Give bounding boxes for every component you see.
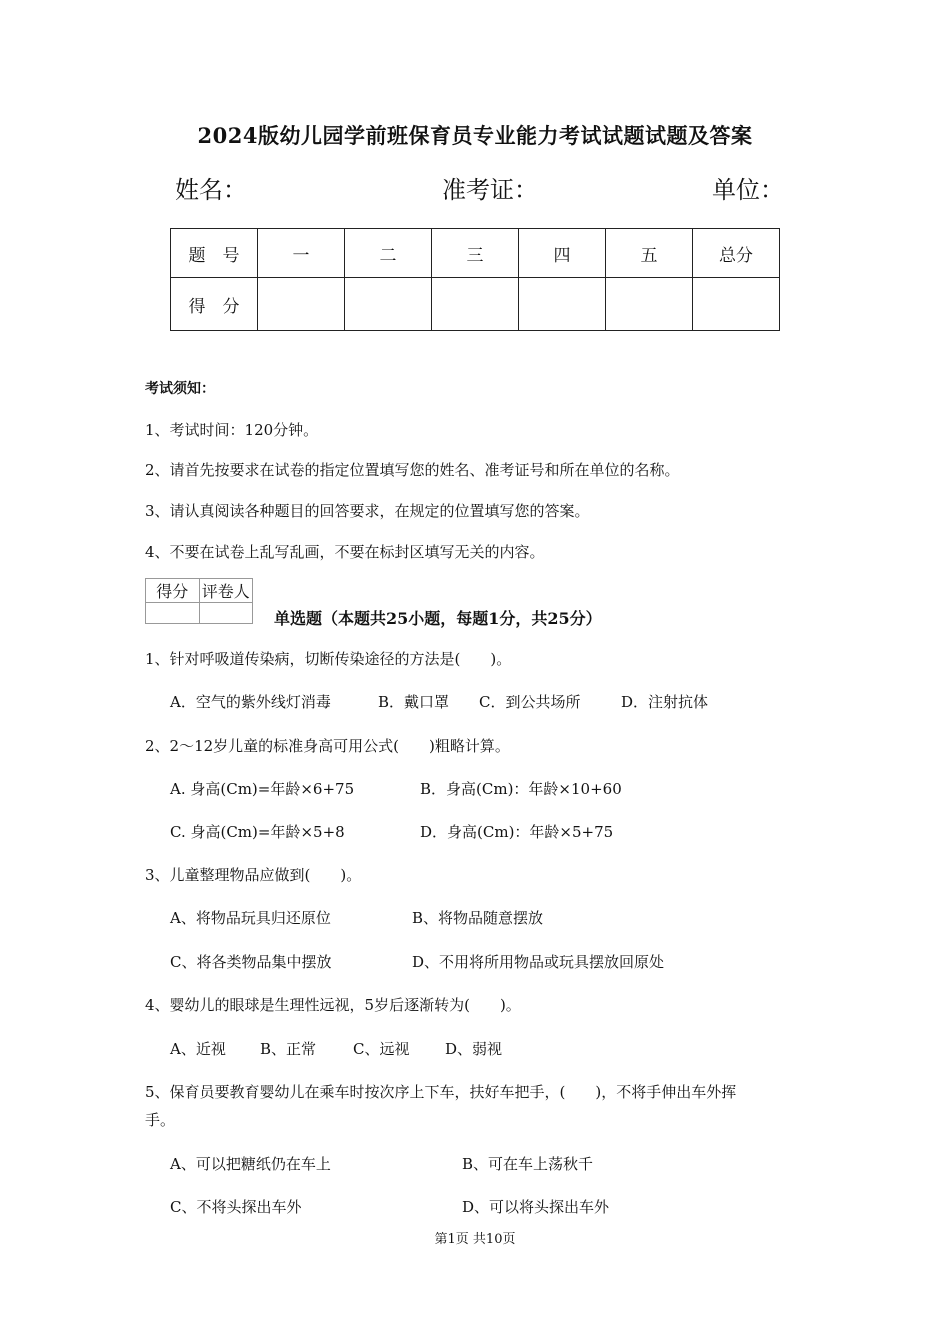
page-title: 2024版幼儿园学前班保育员专业能力考试试题试题及答案: [197, 123, 753, 148]
name-label: 姓名：: [175, 176, 247, 204]
question-option: C、远视: [353, 1040, 410, 1058]
score-cell: [432, 278, 519, 331]
unit-label: 单位：: [712, 176, 784, 204]
question-option: D．身高(Cm)：年龄×5+75: [420, 823, 614, 841]
notice-item: 1、考试时间：120分钟。: [145, 421, 319, 439]
score-table-header-row: [171, 229, 780, 278]
score-header-cell: 四: [519, 229, 606, 278]
question-option: C、将各类物品集中摆放: [170, 953, 332, 971]
score-header-cell: 二: [345, 229, 432, 278]
score-cell: [345, 278, 432, 331]
notice-title: 考试须知：: [145, 381, 215, 397]
score-cell: [693, 278, 780, 331]
score-cell: [519, 278, 606, 331]
question-option: D、弱视: [445, 1040, 503, 1058]
question-option: A、可以把糖纸仍在车上: [170, 1155, 331, 1173]
question-option: C．到公共场所: [479, 693, 581, 711]
score-row-label: 得 分: [171, 278, 258, 331]
question-option: A、近视: [170, 1040, 226, 1058]
question-option: B、可在车上荡秋千: [462, 1155, 594, 1173]
notice-item: 4、不要在试卷上乱写乱画，不要在标封区填写无关的内容。: [145, 543, 545, 561]
score-header-cell: 五: [606, 229, 693, 278]
score-cell: [258, 278, 345, 331]
score-table: [170, 228, 780, 331]
question-stem: 5、保育员要教育婴幼儿在乘车时按次序上下车，扶好车把手，( )，不将手伸出车外挥: [145, 1083, 737, 1101]
question-option: B、正常: [260, 1040, 317, 1058]
grader-score-cell: [146, 603, 200, 624]
question-option: D、不用将所用物品或玩具摆放回原处: [412, 953, 665, 971]
question-option: A. 身高(Cm)=年龄×6+75: [170, 780, 355, 798]
section-title: 单选题（本题共25小题，每题1分，共25分）: [274, 609, 602, 628]
score-header-cell: 总分: [693, 229, 780, 278]
question-option: A、将物品玩具归还原位: [170, 909, 331, 927]
grader-reviewer-label: 评卷人: [199, 579, 253, 603]
page-footer: 第1页 共10页: [434, 1232, 516, 1247]
score-header-cell: 题 号: [171, 229, 258, 278]
question-option: B．身高(Cm)：年龄×10+60: [420, 780, 622, 798]
notice-item: 2、请首先按要求在试卷的指定位置填写您的姓名、准考证号和所在单位的名称。: [145, 461, 680, 479]
question-option: C、不将头探出车外: [170, 1198, 302, 1216]
exam-id-label: 准考证：: [442, 176, 538, 204]
question-option: B、将物品随意摆放: [412, 909, 544, 927]
question-option: B．戴口罩: [378, 693, 450, 711]
score-table-score-row: [171, 278, 780, 331]
grader-score-label: 得分: [146, 579, 200, 603]
question-option: C. 身高(Cm)=年龄×5+8: [170, 823, 345, 841]
question-stem: 1、针对呼吸道传染病，切断传染途径的方法是( )。: [145, 650, 512, 668]
question-option: D、可以将头探出车外: [462, 1198, 610, 1216]
question-stem: 4、婴幼儿的眼球是生理性远视，5岁后逐渐转为( )。: [145, 996, 521, 1014]
question-stem-continued: 手。: [145, 1111, 176, 1129]
score-header-cell: 一: [258, 229, 345, 278]
notice-item: 3、请认真阅读各种题目的回答要求，在规定的位置填写您的答案。: [145, 502, 590, 520]
score-header-cell: 三: [432, 229, 519, 278]
question-stem: 2、2～12岁儿童的标准身高可用公式( )粗略计算。: [145, 737, 510, 755]
score-cell: [606, 278, 693, 331]
grader-reviewer-cell: [199, 603, 253, 624]
question-stem: 3、儿童整理物品应做到( )。: [145, 866, 362, 884]
question-option: D．注射抗体: [621, 693, 709, 711]
grader-box: [145, 578, 253, 624]
question-option: A．空气的紫外线灯消毒: [170, 693, 331, 711]
